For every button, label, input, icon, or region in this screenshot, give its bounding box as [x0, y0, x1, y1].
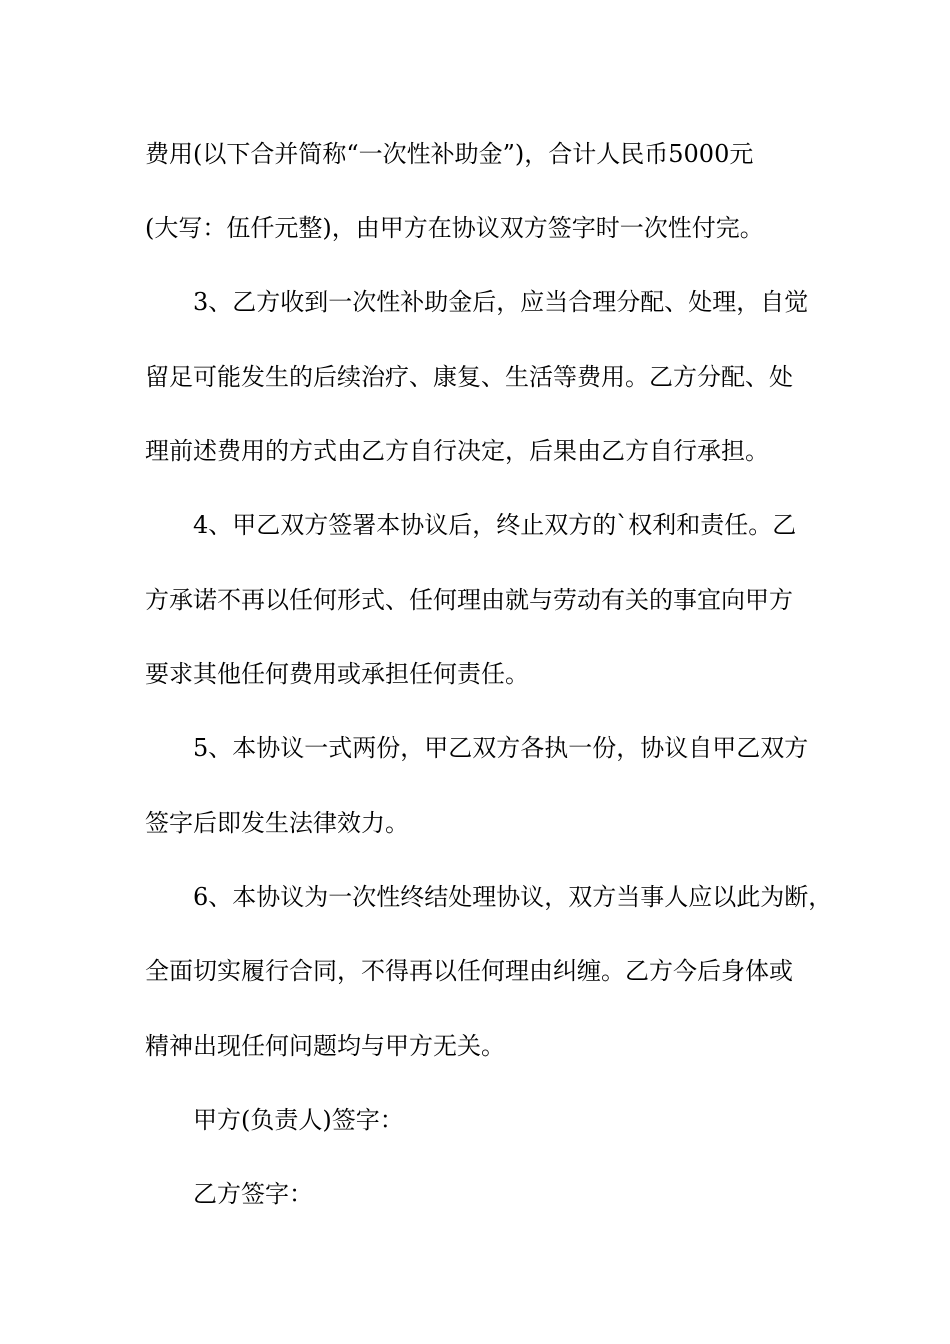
- party-b-signature-label: 乙方签字：: [193, 1180, 313, 1208]
- clause-4-line-1: 4、甲乙双方签署本协议后，终止双方的`权利和责任。乙: [193, 511, 797, 539]
- clause-4-line-3: 要求其他任何费用或承担任何责任。: [145, 660, 529, 688]
- clause-4-line-2: 方承诺不再以任何形式、任何理由就与劳动有关的事宜向甲方: [145, 586, 793, 614]
- clause-6-line-3: 精神出现任何问题均与甲方无关。: [145, 1032, 505, 1060]
- clause-5-line-1: 5、本协议一式两份，甲乙双方各执一份，协议自甲乙双方: [193, 734, 809, 762]
- clause-3-line-2: 留足可能发生的后续治疗、康复、生活等费用。乙方分配、处: [145, 363, 793, 391]
- clause-5-line-2: 签字后即发生法律效力。: [145, 809, 409, 837]
- text-line-2: (大写：伍仟元整)，由甲方在协议双方签字时一次性付完。: [145, 214, 764, 242]
- text-line-1: 费用(以下合并简称“一次性补助金”)，合计人民币5000元: [145, 140, 754, 168]
- clause-6-line-2: 全面切实履行合同，不得再以任何理由纠缠。乙方今后身体或: [145, 957, 793, 985]
- clause-3-line-1: 3、乙方收到一次性补助金后，应当合理分配、处理，自觉: [193, 288, 809, 316]
- party-a-signature-label: 甲方(负责人)签字：: [193, 1106, 404, 1134]
- clause-3-line-3: 理前述费用的方式由乙方自行决定，后果由乙方自行承担。: [145, 437, 769, 465]
- clause-6-line-1: 6、本协议为一次性终结处理协议，双方当事人应以此为断，: [193, 883, 833, 911]
